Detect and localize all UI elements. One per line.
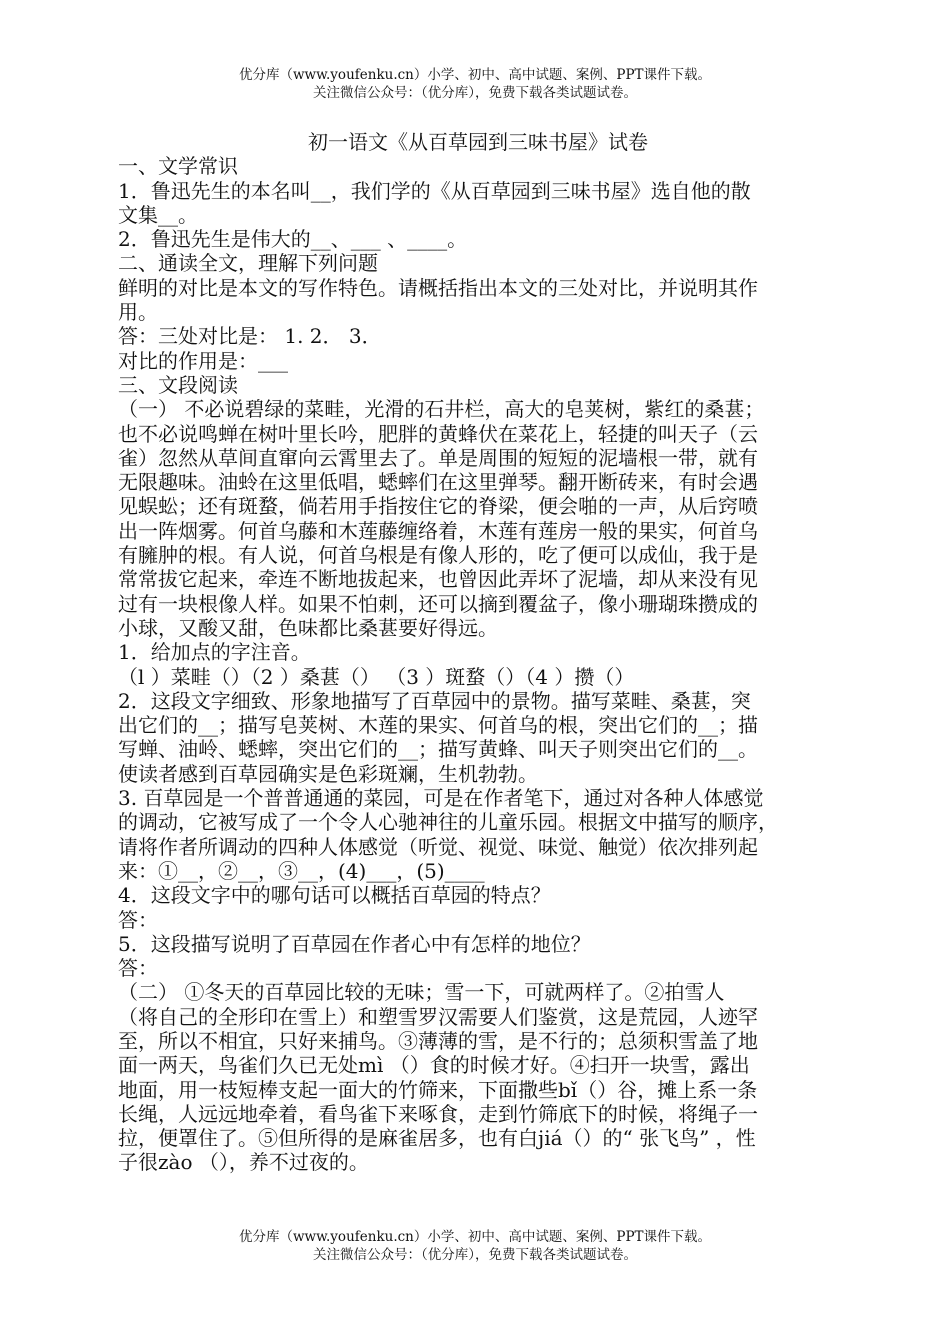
text-line: 常常拔它起来，牵连不断地拔起来，也曾因此弄坏了泥墙，却从来没有见 [118, 567, 758, 592]
text-line: 写蝉、油岭、蟋蟀，突出它们的__；描写黄蜂、叫天子则突出它们的__。 [118, 737, 758, 762]
text-line: 面一两天，鸟雀们久已无处mì （）食的时候才好。④扫开一块雪，露出 [118, 1053, 750, 1078]
header-line-2: 关注微信公众号：（优分库），免费下载各类试题试卷。 [313, 85, 637, 101]
text-line: 1．鲁迅先生的本名叫__，我们学的《从百草园到三味书屋》选自他的散 [118, 178, 751, 203]
text-line: 2．这段文字细致、形象地描写了百草园中的景物。描写菜畦、桑葚，突 [118, 688, 751, 713]
text-line: 3. 百草园是一个普普通通的菜园，可是在作者笔下，通过对各种人体感觉 [118, 786, 764, 811]
text-line: 过有一块根像人样。如果不怕刺，还可以摘到覆盆子，像小珊瑚珠攒成的 [118, 591, 758, 616]
text-line: 2．鲁迅先生是伟大的__、___ 、____。 [118, 227, 468, 252]
text-line: 答： [118, 956, 158, 981]
document-lines [118, 154, 838, 1174]
text-line: （将自己的全形印在雪上）和塑雪罗汉需要人们鉴赏，这是荒园，人迹罕 [118, 1004, 758, 1029]
text-line: 出它们的__；描写皂荚树、木莲的果实、何首乌的根，突出它们的__；描 [118, 713, 758, 738]
text-line: 也不必说鸣蝉在树叶里长吟，肥胖的黄蜂伏在菜花上，轻捷的叫天子（云 [118, 421, 758, 446]
text-line: 的调动，它被写成了一个令人心驰神往的儿童乐园。根据文中描写的顺序， [118, 810, 778, 835]
text-line: 1．给加点的字注音。 [118, 640, 311, 665]
text-line: 有臃肿的根。有人说，何首乌根是有像人形的，吃了便可以成仙，我于是 [118, 543, 758, 568]
text-line: 见蜈蚣；还有斑蝥，倘若用手指按住它的脊梁，便会啪的一声，从后窍喷 [118, 494, 758, 519]
text-line: 拉，便罩住了。⑤但所得的是麻雀居多，也有白jiá（）的“ 张飞鸟” ，性 [118, 1126, 756, 1151]
text-line: 来：①__，②__，③__，(4)___，(5)____ [118, 858, 485, 883]
text-line: 答： [118, 907, 158, 932]
text-line: 5．这段描写说明了百草园在作者心中有怎样的地位？ [118, 931, 591, 956]
text-line: 鲜明的对比是本文的写作特色。请概括指出本文的三处对比，并说明其作 [118, 275, 758, 300]
text-line: 至，所以不相宜，只好来捕鸟。③薄薄的雪，是不行的；总须积雪盖了地 [118, 1028, 758, 1053]
page-footer [0, 1228, 950, 1264]
document-title: 初一语文《从百草园到三味书屋》试卷 [308, 130, 648, 154]
text-line: 子很zào （），养不过夜的。 [118, 1150, 369, 1175]
text-line: 雀）忽然从草间直窜向云霄里去了。单是周围的短短的泥墙根一带，就有 [118, 445, 758, 470]
text-line: 二、通读全文，理解下列问题 [118, 251, 378, 276]
page-header [0, 66, 950, 102]
header-line-1: 优分库（www.youfenku.cn）小学、初中、高中试题、案例、PPT课件下载。 [238, 67, 712, 83]
text-line: 小球，又酸又甜，色味都比桑葚要好得远。 [118, 615, 498, 640]
text-line: 用。 [118, 300, 158, 325]
footer-line-1: 优分库（www.youfenku.cn）小学、初中、高中试题、案例、PPT课件下载。 [238, 1229, 712, 1245]
text-line: 文集__。 [118, 202, 198, 227]
text-line: 请将作者所调动的四种人体感觉（听觉、视觉、味觉、触觉）依次排列起 [118, 834, 758, 859]
text-line: 答：三处对比是： 1. 2． 3． [118, 324, 382, 349]
text-line: 出一阵烟雾。何首乌藤和木莲藤缠络着，木莲有莲房一般的果实，何首乌 [118, 518, 758, 543]
text-line: 无限趣味。油蛉在这里低唱，蟋蟀们在这里弹琴。翻开断砖来，有时会遇 [118, 470, 758, 495]
text-line: 对比的作用是：___ [118, 348, 288, 373]
text-line: 一、文学常识 [118, 154, 238, 179]
text-line: 长绳，人远远地牵着，看鸟雀下来啄食，走到竹筛底下的时候，将绳子一 [118, 1101, 758, 1126]
text-line: 三、文段阅读 [118, 372, 238, 397]
text-line: （l ）菜畦（）（2 ）桑葚（） （3 ）斑蝥（）（4 ）攒（） [118, 664, 635, 689]
text-line: 使读者感到百草园确实是色彩斑斓，生机勃勃。 [118, 761, 538, 786]
text-line: 4．这段文字中的哪句话可以概括百草园的特点？ [118, 883, 551, 908]
text-line: 地面，用一枝短棒支起一面大的竹筛来，下面撒些bǐ（）谷，摊上系一条 [118, 1077, 758, 1102]
text-line: （一） 不必说碧绿的菜畦，光滑的石井栏，高大的皂荚树，紫红的桑葚； [118, 397, 765, 422]
footer-line-2: 关注微信公众号：（优分库），免费下载各类试题试卷。 [313, 1247, 637, 1263]
document-body [118, 130, 838, 1175]
text-line: （二） ①冬天的百草园比较的无味；雪一下，可就两样了。②拍雪人 [118, 980, 725, 1005]
